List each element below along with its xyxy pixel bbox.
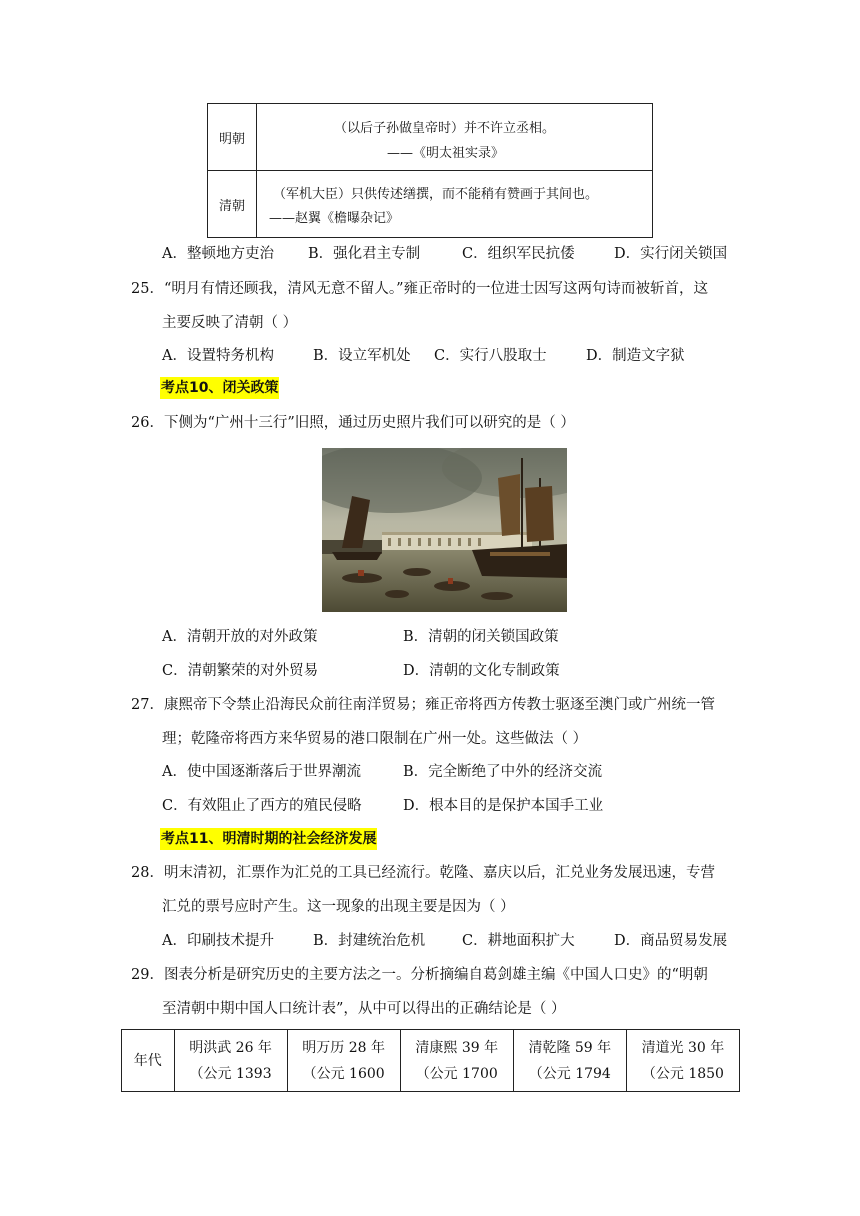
- q26-option-b[interactable]: B．清朝的闭关锁国政策: [403, 629, 559, 645]
- q24-option-a[interactable]: A．整顿地方吏治: [162, 246, 274, 262]
- q29-stem: 29．图表分析是研究历史的主要方法之一。分析摘编自葛剑雄主编《中国人口史》的“明朝: [131, 967, 708, 983]
- q25-option-c[interactable]: C．实行八股取士: [434, 348, 547, 364]
- ce-year: （公元 1700: [415, 1065, 498, 1082]
- q27-option-d[interactable]: D．根本目的是保护本国手工业: [403, 798, 604, 814]
- q26-option-c[interactable]: C．清朝繁荣的对外贸易: [162, 663, 319, 679]
- q29-stem-cont: 至清朝中期中国人口统计表”，从中可以得出的正确结论是（ ）: [162, 1001, 566, 1017]
- era-label: 清道光 30 年: [641, 1039, 725, 1056]
- quote-cell: [257, 104, 653, 171]
- q25-option-b[interactable]: B．设立军机处: [313, 348, 411, 364]
- q28-stem: 28．明末清初，汇票作为汇兑的工具已经流行。乾隆、嘉庆以后，汇兑业务发展迅速，专营: [131, 865, 715, 881]
- quote-source: ——《明太祖实录》: [387, 146, 505, 161]
- year-cell: [287, 1030, 400, 1092]
- q25-option-a[interactable]: A．设置特务机构: [162, 348, 274, 364]
- q25-stem-cont: 主要反映了清朝（ ）: [162, 315, 298, 331]
- ce-year: （公元 1393: [189, 1065, 272, 1082]
- section-heading-11: 考点11、明清时期的社会经济发展: [160, 828, 377, 850]
- table-row: [208, 104, 653, 171]
- canton-thirteen-factories-photo: [322, 448, 567, 612]
- era-label: 清康熙 39 年: [415, 1039, 499, 1056]
- ce-year: （公元 1794: [528, 1065, 611, 1082]
- q26-option-d[interactable]: D．清朝的文化专制政策: [403, 663, 560, 679]
- q28-option-c[interactable]: C．耕地面积扩大: [462, 933, 575, 949]
- table-row: [122, 1030, 740, 1092]
- dynasty-comparison-table: [207, 103, 653, 238]
- year-cell: [400, 1030, 513, 1092]
- ce-year: （公元 1600: [302, 1065, 385, 1082]
- q27-option-c[interactable]: C．有效阻止了西方的殖民侵略: [162, 798, 362, 814]
- section-heading-10: 考点10、闭关政策: [160, 377, 279, 399]
- q24-option-d[interactable]: D．实行闭关锁国: [614, 246, 728, 262]
- dynasty-cell: 清朝: [208, 171, 257, 238]
- q28-option-b[interactable]: B．封建统治危机: [313, 933, 426, 949]
- table-row: [208, 171, 653, 238]
- table-header-cell: 年代: [122, 1030, 175, 1092]
- q27-stem-cont: 理；乾隆帝将西方来华贸易的港口限制在广州一处。这些做法（ ）: [162, 731, 588, 747]
- quote-text: （军机大臣）只供传述缮撰，而不能稍有赞画于其间也。: [273, 187, 599, 202]
- quote-source: ——赵翼《檐曝杂记》: [269, 211, 400, 226]
- quote-text: （以后子孙做皇帝时）并不许立丞相。: [334, 121, 556, 136]
- q25-option-d[interactable]: D．制造文字狱: [586, 348, 685, 364]
- era-label: 明万历 28 年: [302, 1039, 386, 1056]
- era-label: 清乾隆 59 年: [528, 1039, 612, 1056]
- year-cell: [513, 1030, 626, 1092]
- q24-option-c[interactable]: C．组织军民抗倭: [462, 246, 575, 262]
- q28-stem-cont: 汇兑的票号应时产生。这一现象的出现主要是因为（ ）: [162, 899, 515, 915]
- q25-stem: 25．“明月有情还顾我，清风无意不留人。”雍正帝时的一位进士因写这两句诗而被斩首，这: [131, 281, 709, 297]
- year-cell: [174, 1030, 287, 1092]
- q26-stem: 26．下侧为“广州十三行”旧照，通过历史照片我们可以研究的是（ ）: [131, 415, 575, 431]
- era-label: 明洪武 26 年: [189, 1039, 272, 1056]
- q28-option-d[interactable]: D．商品贸易发展: [614, 933, 728, 949]
- year-cell: [626, 1030, 739, 1092]
- q27-option-a[interactable]: A．使中国逐渐落后于世界潮流: [162, 764, 361, 780]
- q24-option-b[interactable]: B．强化君主专制: [308, 246, 421, 262]
- q28-option-a[interactable]: A．印刷技术提升: [162, 933, 274, 949]
- dynasty-cell: 明朝: [208, 104, 257, 171]
- q26-option-a[interactable]: A．清朝开放的对外政策: [162, 629, 318, 645]
- quote-cell: [257, 171, 653, 238]
- population-table: [121, 1029, 740, 1092]
- ce-year: （公元 1850: [641, 1065, 724, 1082]
- q27-option-b[interactable]: B．完全断绝了中外的经济交流: [403, 764, 603, 780]
- q27-stem: 27．康熙帝下令禁止沿海民众前往南洋贸易；雍正帝将西方传教士驱逐至澳门或广州统一管: [131, 697, 715, 713]
